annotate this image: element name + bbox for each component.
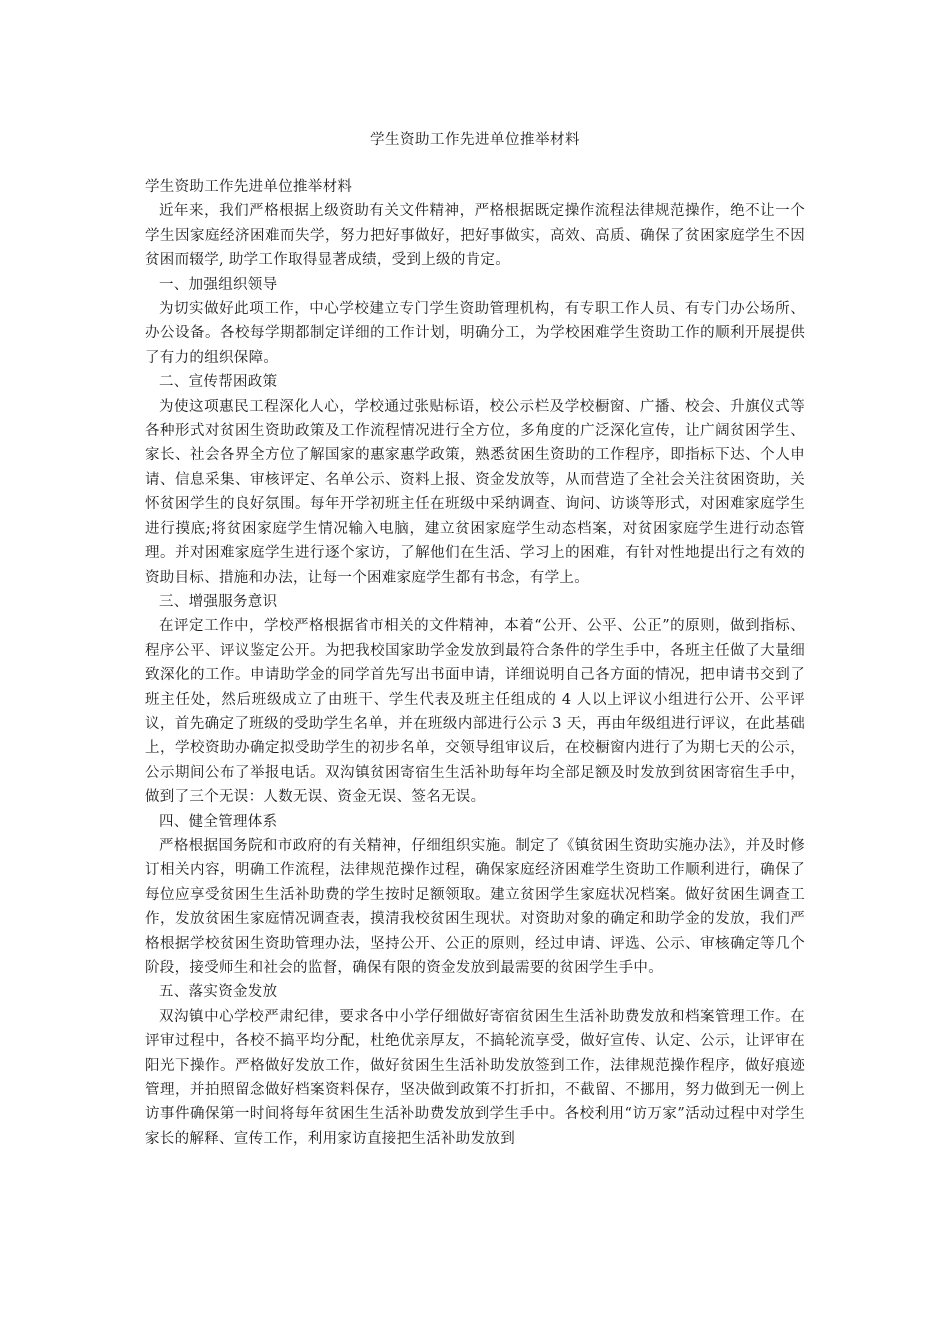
section-heading-funding: 五、落实资金发放 <box>159 984 278 1001</box>
section-body-funding: 双沟镇中心学校严肃纪律，要求各中小学仔细做好寄宿贫困生生活补助费发放和档案管理工作。在评审过程中，各校不搞平均分配，杜绝优亲厚友，不搞轮流享受，做好宣传、认定、公示，让评审在阳光下操作。严格做好发放工作，做好贫困生生活补助发放签到工作，法律规范操作程序，做好痕迹管理，并拍照留念做好档案资料保存，坚决做到政策不打折扣，不截留、不挪用，努力做到无一例上访事件确保第一时间将每年贫困生生活补助费发放到学生手中。各校利用“访万家”活动过程中对学生家长的解释、宣传工作，利用家访直接把生活补助发放到 <box>145 1008 805 1147</box>
section-heading-service: 三、增强服务意识 <box>159 593 278 610</box>
section-heading-publicity: 二、宣传帮困政策 <box>159 374 278 391</box>
section-body-management: 严格根据国务院和市政府的有关精神，仔细组织实施。制定了《镇贫困生资助实施办法》，并及时修订相关内容，明确工作流程，法律规范操作过程，确保家庭经济困难学生资助工作顺利进行，确保了每位应享受贫困生生活补助费的学生按时足额领取。建立贫困学生家庭状况档案。做好贫困生调查工作，发放贫困生家庭情况调查表，摸清我校贫困生现状。对资助对象的确定和助学金的发放，我们严格根据学校贫困生资助管理办法，坚持公开、公正的原则，经过申请、评选、公示、审核确定等几个阶段，接受师生和社会的监督，确保有限的资金发放到最需要的贫困学生手中。 <box>145 837 805 976</box>
section-body-service: 在评定工作中，学校严格根据省市相关的文件精神，本着“公开、公平、公正”的原则，做到指标、程序公平、评议鉴定公开。为把我校国家助学金发放到最符合条件的学生手中，各班主任做了大量细致深化的工作。申请助学金的同学首先写出书面申请，详细说明自己各方面的情况，把申请书交到了班主任处，然后班级成立了由班干、学生代表及班主任组成的 4 人以上评议小组进行公开、公平评议，首先确定了班级的受助学生名单，并在班级内部进行公示 3 天，再由年级组进行评议，在此基础上，学校资助办确定拟受助学生的初步名单，交领导组审议后，在校橱窗内进行了为期七天的公示，公示期间公布了举报电话。双沟镇贫困寄宿生生活补助每年均全部足额及时发放到贫困寄宿生手中，做到了三个无误：人数无误、资金无误、签名无误。 <box>145 618 805 806</box>
document-title: 学生资助工作先进单位推举材料 <box>370 132 580 148</box>
document-subtitle: 学生资助工作先进单位推举材料 <box>145 179 353 195</box>
document-body <box>145 175 805 1151</box>
section-body-organization: 为切实做好此项工作，中心学校建立专门学生资助管理机构，有专职工作人员、有专门办公场所、办公设备。各校每学期都制定详细的工作计划，明确分工，为学校困难学生资助工作的顺利开展提供了有力的组织保障。 <box>145 301 805 366</box>
section-body-publicity: 为使这项惠民工程深化人心，学校通过张贴标语，校公示栏及学校橱窗、广播、校会、升旗仪式等各种形式对贫困生资助政策及工作流程情况进行全方位，多角度的广泛深化宣传，让广阔贫困学生、家长、社会各界全方位了解国家的惠家惠学政策，熟悉贫困生资助的工作程序，即指标下达、个人申请、信息采集、审核评定、名单公示、资料上报、资金发放等，从而营造了全社会关注贫困资助，关怀贫困学生的良好氛围。每年开学初班主任在班级中采纳调查、询问、访谈等形式，对困难家庭学生进行摸底;将贫困家庭学生情况输入电脑，建立贫困家庭学生动态档案，对贫困家庭学生进行动态管理。并对困难家庭学生进行逐个家访，了解他们在生活、学习上的困难，有针对性地提出行之有效的资助目标、措施和办法，让每一个困难家庭学生都有书念，有学上。 <box>145 398 805 586</box>
section-heading-management: 四、健全管理体系 <box>159 813 278 830</box>
intro-paragraph: 近年来，我们严格根据上级资助有关文件精神，严格根据既定操作流程法律规范操作，绝不让一个学生因家庭经济困难而失学，努力把好事做好，把好事做实，高效、高质、确保了贫困家庭学生不因贫困而辍学, 助学工作取得显著成绩，受到上级的肯定。 <box>145 203 805 269</box>
section-heading-organization: 一、加强组织领导 <box>159 276 278 293</box>
